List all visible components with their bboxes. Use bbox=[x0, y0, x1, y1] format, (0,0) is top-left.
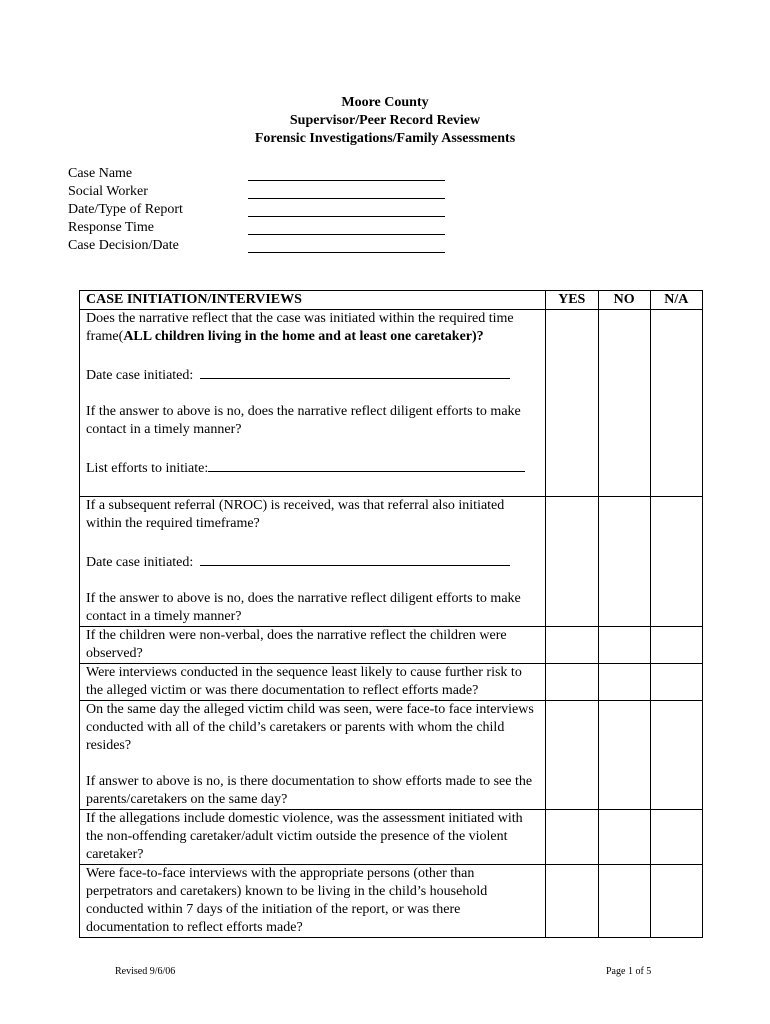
review-title: Supervisor/Peer Record Review bbox=[289, 113, 481, 128]
case-decision-label: Case Decision/Date bbox=[68, 238, 179, 253]
table-row bbox=[80, 810, 703, 865]
question-cell bbox=[80, 497, 546, 627]
social-worker-label: Social Worker bbox=[68, 184, 148, 199]
date-initiated-line bbox=[86, 551, 539, 572]
list-efforts-label: List efforts to initiate: bbox=[86, 461, 209, 476]
yes-answer-cell[interactable] bbox=[545, 664, 598, 701]
list-efforts-field[interactable] bbox=[208, 457, 525, 472]
date-initiated-label: Date case initiated: bbox=[86, 555, 194, 570]
case-name-row bbox=[68, 165, 445, 183]
social-worker-row bbox=[68, 183, 445, 201]
social-worker-field[interactable] bbox=[248, 184, 445, 199]
question-text: If the allegations include domestic violence, was the assessment initiated with the non-offending caretaker/adult victim outside the presence of the violent caretaker? bbox=[86, 811, 523, 862]
date-initiated-field[interactable] bbox=[200, 364, 510, 379]
case-name-field[interactable] bbox=[248, 166, 445, 181]
na-answer-cell[interactable] bbox=[650, 627, 702, 664]
case-info-fields bbox=[68, 165, 445, 255]
question-text bbox=[86, 310, 539, 346]
no-answer-cell[interactable] bbox=[598, 664, 650, 701]
na-answer-cell[interactable] bbox=[650, 310, 702, 497]
response-time-label: Response Time bbox=[68, 220, 154, 235]
list-efforts-line bbox=[86, 457, 539, 478]
table-header-row bbox=[80, 291, 703, 310]
table-row bbox=[80, 627, 703, 664]
no-answer-cell[interactable] bbox=[598, 810, 650, 865]
question-cell bbox=[80, 810, 546, 865]
question-cell bbox=[80, 664, 546, 701]
yes-answer-cell[interactable] bbox=[545, 701, 598, 810]
date-initiated-field[interactable] bbox=[200, 551, 510, 566]
document-header bbox=[0, 94, 770, 148]
question-text: If a subsequent referral (NROC) is received, was that referral also initiated within the required timeframe? bbox=[86, 498, 505, 531]
table-row bbox=[80, 664, 703, 701]
question-text: If answer to above is no, is there documentation to show efforts made to see the parents/caretakers on the same day? bbox=[86, 774, 533, 807]
table-row bbox=[80, 310, 703, 497]
no-answer-cell[interactable] bbox=[598, 701, 650, 810]
question-text-part: Does the narrative reflect that the case was initiated within the required time frame( bbox=[86, 311, 514, 344]
question-cell bbox=[80, 627, 546, 664]
county-title: Moore County bbox=[341, 95, 429, 110]
date-initiated-line bbox=[86, 364, 539, 385]
question-cell bbox=[80, 310, 546, 497]
report-type-label: Date/Type of Report bbox=[68, 202, 183, 217]
na-answer-cell[interactable] bbox=[650, 497, 702, 627]
na-answer-cell[interactable] bbox=[650, 865, 702, 938]
response-time-field[interactable] bbox=[248, 220, 445, 235]
page-number: Page 1 of 5 bbox=[606, 966, 652, 977]
question-text-bold: ALL children living in the home and at least one caretaker)? bbox=[123, 329, 484, 344]
yes-answer-cell[interactable] bbox=[545, 865, 598, 938]
no-answer-cell[interactable] bbox=[598, 497, 650, 627]
na-answer-cell[interactable] bbox=[650, 701, 702, 810]
report-type-row bbox=[68, 201, 445, 219]
case-name-label: Case Name bbox=[68, 166, 133, 181]
na-answer-cell[interactable] bbox=[650, 810, 702, 865]
yes-answer-cell[interactable] bbox=[545, 310, 598, 497]
question-cell bbox=[80, 865, 546, 938]
question-text: Were interviews conducted in the sequence least likely to cause further risk to the alleged victim or was there documentation to reflect efforts made? bbox=[86, 665, 522, 698]
review-subtitle: Forensic Investigations/Family Assessments bbox=[254, 131, 516, 146]
yes-answer-cell[interactable] bbox=[545, 497, 598, 627]
case-decision-row bbox=[68, 237, 445, 255]
question-text: Were face-to-face interviews with the appropriate persons (other than perpetrators and caretakers) known to be living in the child’s household conducted within 7 days of the initiation of the report, or was there documentation to reflect efforts made? bbox=[86, 866, 488, 935]
no-answer-cell[interactable] bbox=[598, 310, 650, 497]
no-answer-cell[interactable] bbox=[598, 865, 650, 938]
yes-column-header: YES bbox=[545, 291, 598, 310]
question-cell bbox=[80, 701, 546, 810]
table-row bbox=[80, 701, 703, 810]
yes-answer-cell[interactable] bbox=[545, 810, 598, 865]
yes-answer-cell[interactable] bbox=[545, 627, 598, 664]
na-column-header: N/A bbox=[650, 291, 702, 310]
table-row bbox=[80, 497, 703, 627]
no-column-header: NO bbox=[598, 291, 650, 310]
response-time-row bbox=[68, 219, 445, 237]
case-decision-field[interactable] bbox=[248, 238, 445, 253]
question-text: If the children were non-verbal, does the narrative reflect the children were observed? bbox=[86, 628, 507, 661]
report-type-field[interactable] bbox=[248, 202, 445, 217]
revised-date: Revised 9/6/06 bbox=[115, 966, 176, 977]
table-row bbox=[80, 865, 703, 938]
question-text: On the same day the alleged victim child was seen, were face-to face interviews conducted with all of the child’s caretakers or parents with whom the child resides? bbox=[86, 702, 534, 753]
review-table bbox=[79, 290, 703, 938]
section-title: CASE INITIATION/INTERVIEWS bbox=[80, 291, 546, 310]
date-initiated-label: Date case initiated: bbox=[86, 368, 194, 383]
question-text: If the answer to above is no, does the narrative reflect diligent efforts to make contact in a timely manner? bbox=[86, 404, 521, 437]
na-answer-cell[interactable] bbox=[650, 664, 702, 701]
question-text: If the answer to above is no, does the narrative reflect diligent efforts to make contact in a timely manner? bbox=[86, 591, 521, 624]
no-answer-cell[interactable] bbox=[598, 627, 650, 664]
